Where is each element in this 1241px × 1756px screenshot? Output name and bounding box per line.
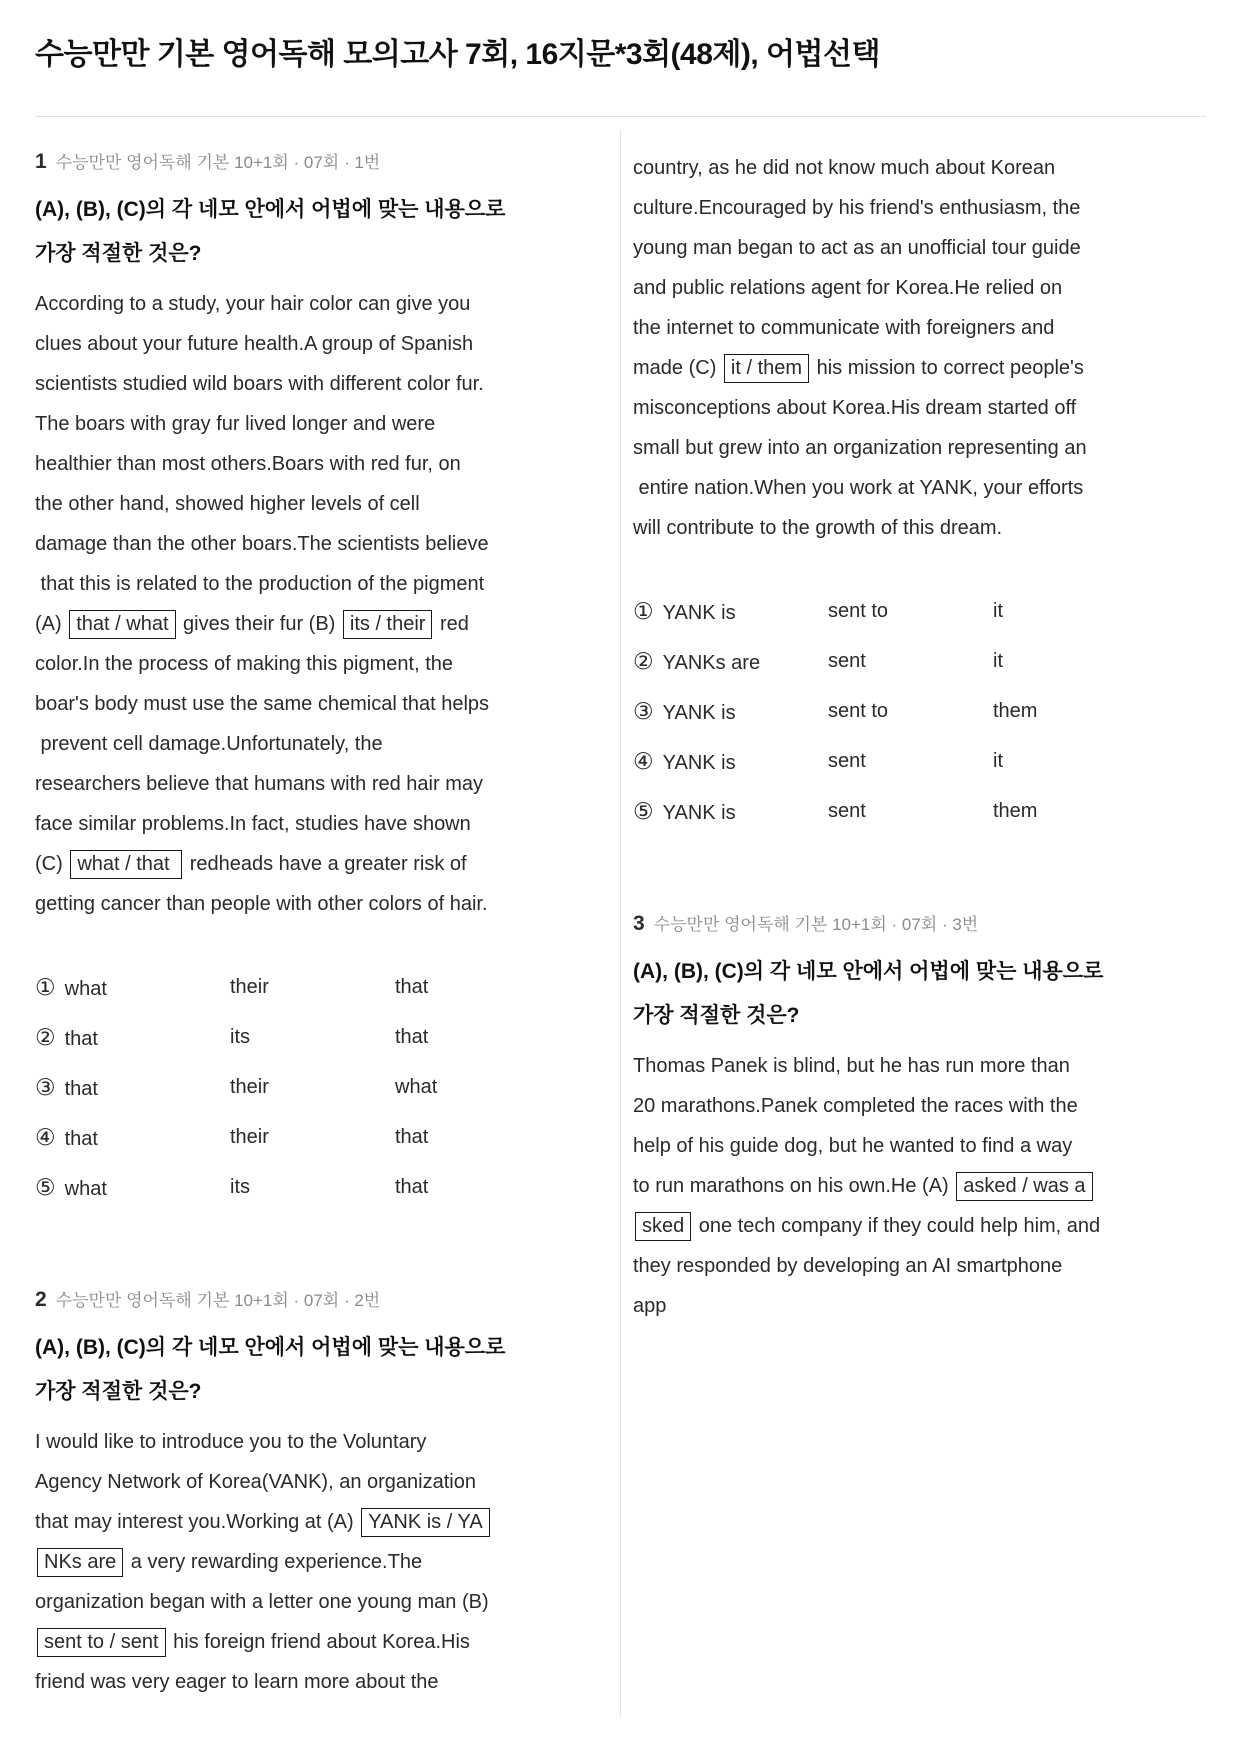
question-prompt-line: 가장 적절한 것은? bbox=[633, 1004, 800, 1027]
option-row bbox=[633, 586, 1206, 636]
option-word: that bbox=[395, 1025, 429, 1048]
option-word: sent to bbox=[828, 599, 889, 622]
passage-text: help of his guide dog, but he wanted to find a way bbox=[633, 1135, 1073, 1157]
passage-line bbox=[633, 1126, 1206, 1166]
passage-text: According to a study, your hair color can give you bbox=[35, 293, 471, 315]
passage-line bbox=[633, 268, 1206, 308]
passage bbox=[35, 1422, 608, 1702]
passage bbox=[633, 148, 1206, 548]
passage-text: I would like to introduce you to the Voluntary bbox=[35, 1431, 427, 1453]
option-word: what bbox=[395, 1075, 438, 1098]
options-list bbox=[633, 586, 1206, 836]
passage-text: 20 marathons.Panek completed the races with the bbox=[633, 1095, 1078, 1117]
passage-text: the other hand, showed higher levels of cell bbox=[35, 493, 420, 515]
option-word: sent to bbox=[828, 699, 889, 722]
option-word: sent bbox=[828, 649, 866, 672]
passage-line bbox=[35, 284, 608, 324]
question-source: 수능만만 영어독해 기본 10+1회 · 07회 · 3번 bbox=[653, 915, 979, 934]
passage-text: Agency Network of Korea(VANK), an organization bbox=[35, 1471, 476, 1493]
boxed-choice: asked / was a bbox=[956, 1172, 1092, 1201]
passage-text: misconceptions about Korea.His dream started off bbox=[633, 397, 1077, 419]
passage-text: to run marathons on his own.He (A) bbox=[633, 1175, 955, 1197]
passage-line bbox=[633, 428, 1206, 468]
option-row bbox=[633, 786, 1206, 836]
boxed-choice: sked bbox=[635, 1212, 691, 1241]
boxed-choice: YANK is / YA bbox=[361, 1508, 489, 1537]
option-word: sent bbox=[828, 799, 866, 822]
passage-text: scientists studied wild boars with different color fur. bbox=[35, 373, 484, 395]
passage-line bbox=[633, 308, 1206, 348]
passage-text: and public relations agent for Korea.He relied on bbox=[633, 277, 1063, 299]
question-source: 수능만만 영어독해 기본 10+1회 · 07회 · 2번 bbox=[55, 1291, 381, 1310]
passage-text: a very rewarding experience.The bbox=[125, 1551, 423, 1573]
option-number-marker: ⑤ bbox=[35, 1173, 56, 1200]
option-number-marker: ④ bbox=[35, 1123, 56, 1150]
title-divider bbox=[35, 116, 1206, 117]
passage-line bbox=[35, 404, 608, 444]
question-header bbox=[35, 148, 608, 178]
column-divider bbox=[620, 130, 621, 1717]
passage-text: (A) bbox=[35, 613, 68, 635]
option-row bbox=[35, 1012, 608, 1062]
passage-line bbox=[633, 1086, 1206, 1126]
passage-text: his mission to correct people's bbox=[811, 357, 1084, 379]
passage-text: they responded by developing an AI smartphone bbox=[633, 1255, 1063, 1277]
option-word: their bbox=[230, 1125, 269, 1148]
passage-text: entire nation.When you work at YANK, your efforts bbox=[633, 477, 1084, 499]
passage-text: organization began with a letter one young man (B) bbox=[35, 1591, 489, 1613]
passage-line bbox=[633, 508, 1206, 548]
passage-line bbox=[35, 1542, 608, 1582]
passage-line bbox=[35, 884, 608, 924]
option-word: that bbox=[64, 1127, 98, 1150]
option-row bbox=[633, 686, 1206, 736]
passage-line bbox=[35, 684, 608, 724]
passage-text: redheads have a greater risk of bbox=[184, 853, 467, 875]
question-prompt-line: (A), (B), (C)의 각 네모 안에서 어법에 맞는 내용으로 bbox=[35, 198, 506, 221]
passage-line bbox=[35, 604, 608, 644]
question-prompt bbox=[35, 1326, 608, 1414]
option-number-marker: ② bbox=[35, 1023, 56, 1050]
passage-text: clues about your future health.A group of Spanish bbox=[35, 333, 474, 355]
passage-text: Thomas Panek is blind, but he has run more than bbox=[633, 1055, 1070, 1077]
passage-text: getting cancer than people with other colors of hair. bbox=[35, 893, 488, 915]
option-word: them bbox=[993, 799, 1038, 822]
option-first-column bbox=[633, 698, 828, 725]
passage-text: one tech company if they could help him, and bbox=[693, 1215, 1101, 1237]
option-word: it bbox=[993, 749, 1003, 772]
question-prompt-line: (A), (B), (C)의 각 네모 안에서 어법에 맞는 내용으로 bbox=[35, 1336, 506, 1359]
passage-line bbox=[35, 364, 608, 404]
boxed-choice: that / what bbox=[69, 610, 175, 639]
option-word: that bbox=[395, 1175, 429, 1198]
passage-text: culture.Encouraged by his friend's enthusiasm, the bbox=[633, 197, 1081, 219]
passage-line bbox=[633, 1046, 1206, 1086]
option-first-column bbox=[633, 598, 828, 625]
passage-line bbox=[633, 468, 1206, 508]
passage-text: friend was very eager to learn more about the bbox=[35, 1671, 439, 1693]
passage-line bbox=[633, 188, 1206, 228]
boxed-choice: NKs are bbox=[37, 1548, 123, 1577]
option-number-marker: ② bbox=[633, 647, 654, 674]
right-column bbox=[633, 130, 1206, 1717]
passage-text: red bbox=[434, 613, 469, 635]
passage-line bbox=[633, 1286, 1206, 1326]
boxed-choice: its / their bbox=[343, 610, 433, 639]
option-number-marker: ① bbox=[633, 597, 654, 624]
option-row bbox=[35, 1162, 608, 1212]
option-word: its bbox=[230, 1025, 250, 1048]
passage-text: country, as he did not know much about Korean bbox=[633, 157, 1056, 179]
option-word: YANK is bbox=[662, 601, 736, 624]
question-prompt bbox=[633, 950, 1206, 1038]
passage bbox=[633, 1046, 1206, 1326]
option-row bbox=[35, 1112, 608, 1162]
option-word: what bbox=[64, 977, 107, 1000]
option-row bbox=[633, 636, 1206, 686]
passage-line bbox=[35, 644, 608, 684]
passage-text: boar's body must use the same chemical that helps bbox=[35, 693, 490, 715]
passage-text: app bbox=[633, 1295, 667, 1317]
passage bbox=[35, 284, 608, 924]
option-word: sent bbox=[828, 749, 866, 772]
option-row bbox=[35, 1062, 608, 1112]
option-word: that bbox=[395, 975, 429, 998]
passage-text: small but grew into an organization representing an bbox=[633, 437, 1087, 459]
option-word: that bbox=[64, 1077, 98, 1100]
option-number-marker: ⑤ bbox=[633, 797, 654, 824]
option-first-column bbox=[35, 974, 230, 1001]
left-column bbox=[35, 130, 608, 1717]
passage-text: (C) bbox=[35, 853, 69, 875]
option-first-column bbox=[35, 1074, 230, 1101]
passage-text: damage than the other boars.The scientists believe bbox=[35, 533, 489, 555]
question-prompt-line: (A), (B), (C)의 각 네모 안에서 어법에 맞는 내용으로 bbox=[633, 960, 1104, 983]
passage-text: the internet to communicate with foreigners and bbox=[633, 317, 1055, 339]
option-word: YANK is bbox=[662, 751, 736, 774]
passage-line bbox=[35, 1462, 608, 1502]
question-source: 수능만만 영어독해 기본 10+1회 · 07회 · 1번 bbox=[55, 153, 381, 172]
passage-line bbox=[35, 804, 608, 844]
option-first-column bbox=[633, 798, 828, 825]
passage-line bbox=[35, 1662, 608, 1702]
passage-text: made (C) bbox=[633, 357, 722, 379]
passage-text: that may interest you.Working at (A) bbox=[35, 1511, 360, 1533]
option-word: its bbox=[230, 1175, 250, 1198]
options-list bbox=[35, 962, 608, 1212]
option-row bbox=[633, 736, 1206, 786]
passage-line bbox=[633, 388, 1206, 428]
passage-line bbox=[35, 484, 608, 524]
passage-line bbox=[633, 1166, 1206, 1206]
passage-line bbox=[633, 228, 1206, 268]
option-word: what bbox=[64, 1177, 107, 1200]
option-word: it bbox=[993, 649, 1003, 672]
option-word: that bbox=[64, 1027, 98, 1050]
passage-text: prevent cell damage.Unfortunately, the bbox=[35, 733, 383, 755]
option-word: their bbox=[230, 1075, 269, 1098]
page-title: 수능만만 기본 영어독해 모의고사 7회, 16지문*3회(48제), 어법선택 bbox=[35, 38, 880, 71]
boxed-choice: sent to / sent bbox=[37, 1628, 166, 1657]
option-first-column bbox=[633, 748, 828, 775]
passage-text: The boars with gray fur lived longer and were bbox=[35, 413, 436, 435]
passage-text: face similar problems.In fact, studies have shown bbox=[35, 813, 471, 835]
passage-text: gives their fur (B) bbox=[177, 613, 341, 635]
passage-text: color.In the process of making this pigment, the bbox=[35, 653, 453, 675]
passage-line bbox=[35, 764, 608, 804]
passage-line bbox=[633, 1246, 1206, 1286]
question-header bbox=[35, 1286, 608, 1316]
passage-line bbox=[35, 564, 608, 604]
passage-line bbox=[35, 444, 608, 484]
option-number-marker: ① bbox=[35, 973, 56, 1000]
option-number-marker: ④ bbox=[633, 747, 654, 774]
passage-text: that this is related to the production of the pigment bbox=[35, 573, 485, 595]
option-word: them bbox=[993, 699, 1038, 722]
question-prompt-line: 가장 적절한 것은? bbox=[35, 242, 202, 265]
option-first-column bbox=[35, 1124, 230, 1151]
passage-line bbox=[35, 1622, 608, 1662]
option-first-column bbox=[35, 1174, 230, 1201]
question-number: 3 bbox=[633, 912, 645, 935]
option-word: YANK is bbox=[662, 801, 736, 824]
passage-line bbox=[633, 1206, 1206, 1246]
question-prompt bbox=[35, 188, 608, 276]
option-word: YANKs are bbox=[662, 651, 761, 674]
passage-text: healthier than most others.Boars with red fur, on bbox=[35, 453, 461, 475]
passage-text: researchers believe that humans with red hair may bbox=[35, 773, 483, 795]
passage-line bbox=[35, 1502, 608, 1542]
option-word: YANK is bbox=[662, 701, 736, 724]
option-word: their bbox=[230, 975, 269, 998]
question-header bbox=[633, 910, 1206, 940]
passage-text: his foreign friend about Korea.His bbox=[167, 1631, 470, 1653]
passage-line bbox=[35, 524, 608, 564]
option-number-marker: ③ bbox=[35, 1073, 56, 1100]
boxed-choice: what / that bbox=[70, 850, 182, 879]
passage-line bbox=[35, 844, 608, 884]
passage-line bbox=[35, 1582, 608, 1622]
passage-line bbox=[633, 148, 1206, 188]
passage-line bbox=[35, 724, 608, 764]
option-word: it bbox=[993, 599, 1003, 622]
option-first-column bbox=[633, 648, 828, 675]
passage-text: will contribute to the growth of this dream. bbox=[633, 517, 1003, 539]
passage-line bbox=[35, 324, 608, 364]
passage-line bbox=[35, 1422, 608, 1462]
option-row bbox=[35, 962, 608, 1012]
question-number: 2 bbox=[35, 1288, 47, 1311]
two-column-layout bbox=[35, 130, 1206, 1717]
option-number-marker: ③ bbox=[633, 697, 654, 724]
option-first-column bbox=[35, 1024, 230, 1051]
passage-text: young man began to act as an unofficial tour guide bbox=[633, 237, 1081, 259]
passage-line bbox=[633, 348, 1206, 388]
boxed-choice: it / them bbox=[724, 354, 809, 383]
option-word: that bbox=[395, 1125, 429, 1148]
question-number: 1 bbox=[35, 150, 47, 173]
question-prompt-line: 가장 적절한 것은? bbox=[35, 1380, 202, 1403]
